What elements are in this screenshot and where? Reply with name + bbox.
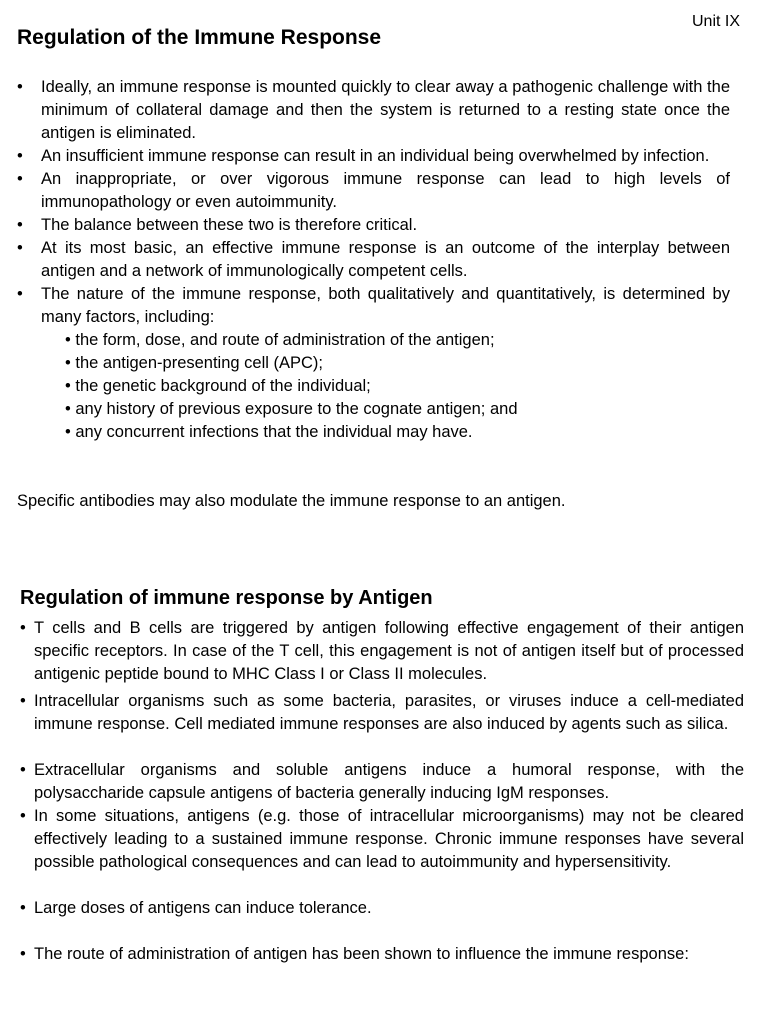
bullet-item: • Intracellular organisms such as some bacteria, parasites, or viruses induce a cell-mediated immune response. Cell mediated immune responses are also induced by agents such as silica. [20,690,744,736]
bullet-item: • An insufficient immune response can result in an individual being overwhelmed by infection. [17,145,730,168]
bullet-item: • Ideally, an immune response is mounted quickly to clear away a pathogenic challenge with the minimum of collateral damage and then the system is returned to a resting state once the antigen is eliminated. [17,76,730,145]
bullet-item: • Large doses of antigens can induce tolerance. [20,897,744,920]
factor-item: • the form, dose, and route of administration of the antigen; [65,329,730,352]
bullet-item: • T cells and B cells are triggered by antigen following effective engagement of their antigen specific receptors. In case of the T cell, this engagement is not of antigen itself but of processed antigenic peptide bound to MHC Class I or Class II molecules. [20,617,744,686]
unit-label: Unit IX [691,13,740,30]
antibody-modulation-note: Specific antibodies may also modulate the immune response to an antigen. [17,492,566,510]
bullet-item: • Extracellular organisms and soluble antigens induce a humoral response, with the polysaccharide capsule antigens of bacteria generally inducing IgM responses. [20,759,744,805]
bullet-item-factors [17,283,730,444]
bullet-item: • The balance between these two is therefore critical. [17,214,730,237]
bullet-item: • In some situations, antigens (e.g. those of intracellular microorganisms) may not be cleared effectively leading to a sustained immune response. Chronic immune responses have several possible pathological consequences and can lead to autoimmunity and hypersensitivity. [20,805,744,874]
section-title-immune-response: Regulation of the Immune Response [17,26,382,49]
factor-item: • any concurrent infections that the individual may have. [65,421,730,444]
bullet-item: • An inappropriate, or over vigorous immune response can lead to high levels of immunopathology or even autoimmunity. [17,168,730,214]
immune-response-bullet-list [17,76,730,444]
factor-item: • the genetic background of the individual; [65,375,730,398]
bullet-text: The nature of the immune response, both qualitatively and quantitatively, is determined by many factors, including: [41,285,730,326]
section-title-regulation-by-antigen: Regulation of immune response by Antigen [20,587,433,609]
factors-sub-list [41,329,730,444]
bullet-item: • At its most basic, an effective immune response is an outcome of the interplay between antigen and a network of immunologically competent cells. [17,237,730,283]
factor-item: • the antigen-presenting cell (APC); [65,352,730,375]
antigen-regulation-bullet-list [20,617,744,966]
factor-item: • any history of previous exposure to the cognate antigen; and [65,398,730,421]
bullet-item: • The route of administration of antigen has been shown to influence the immune response: [20,943,744,966]
